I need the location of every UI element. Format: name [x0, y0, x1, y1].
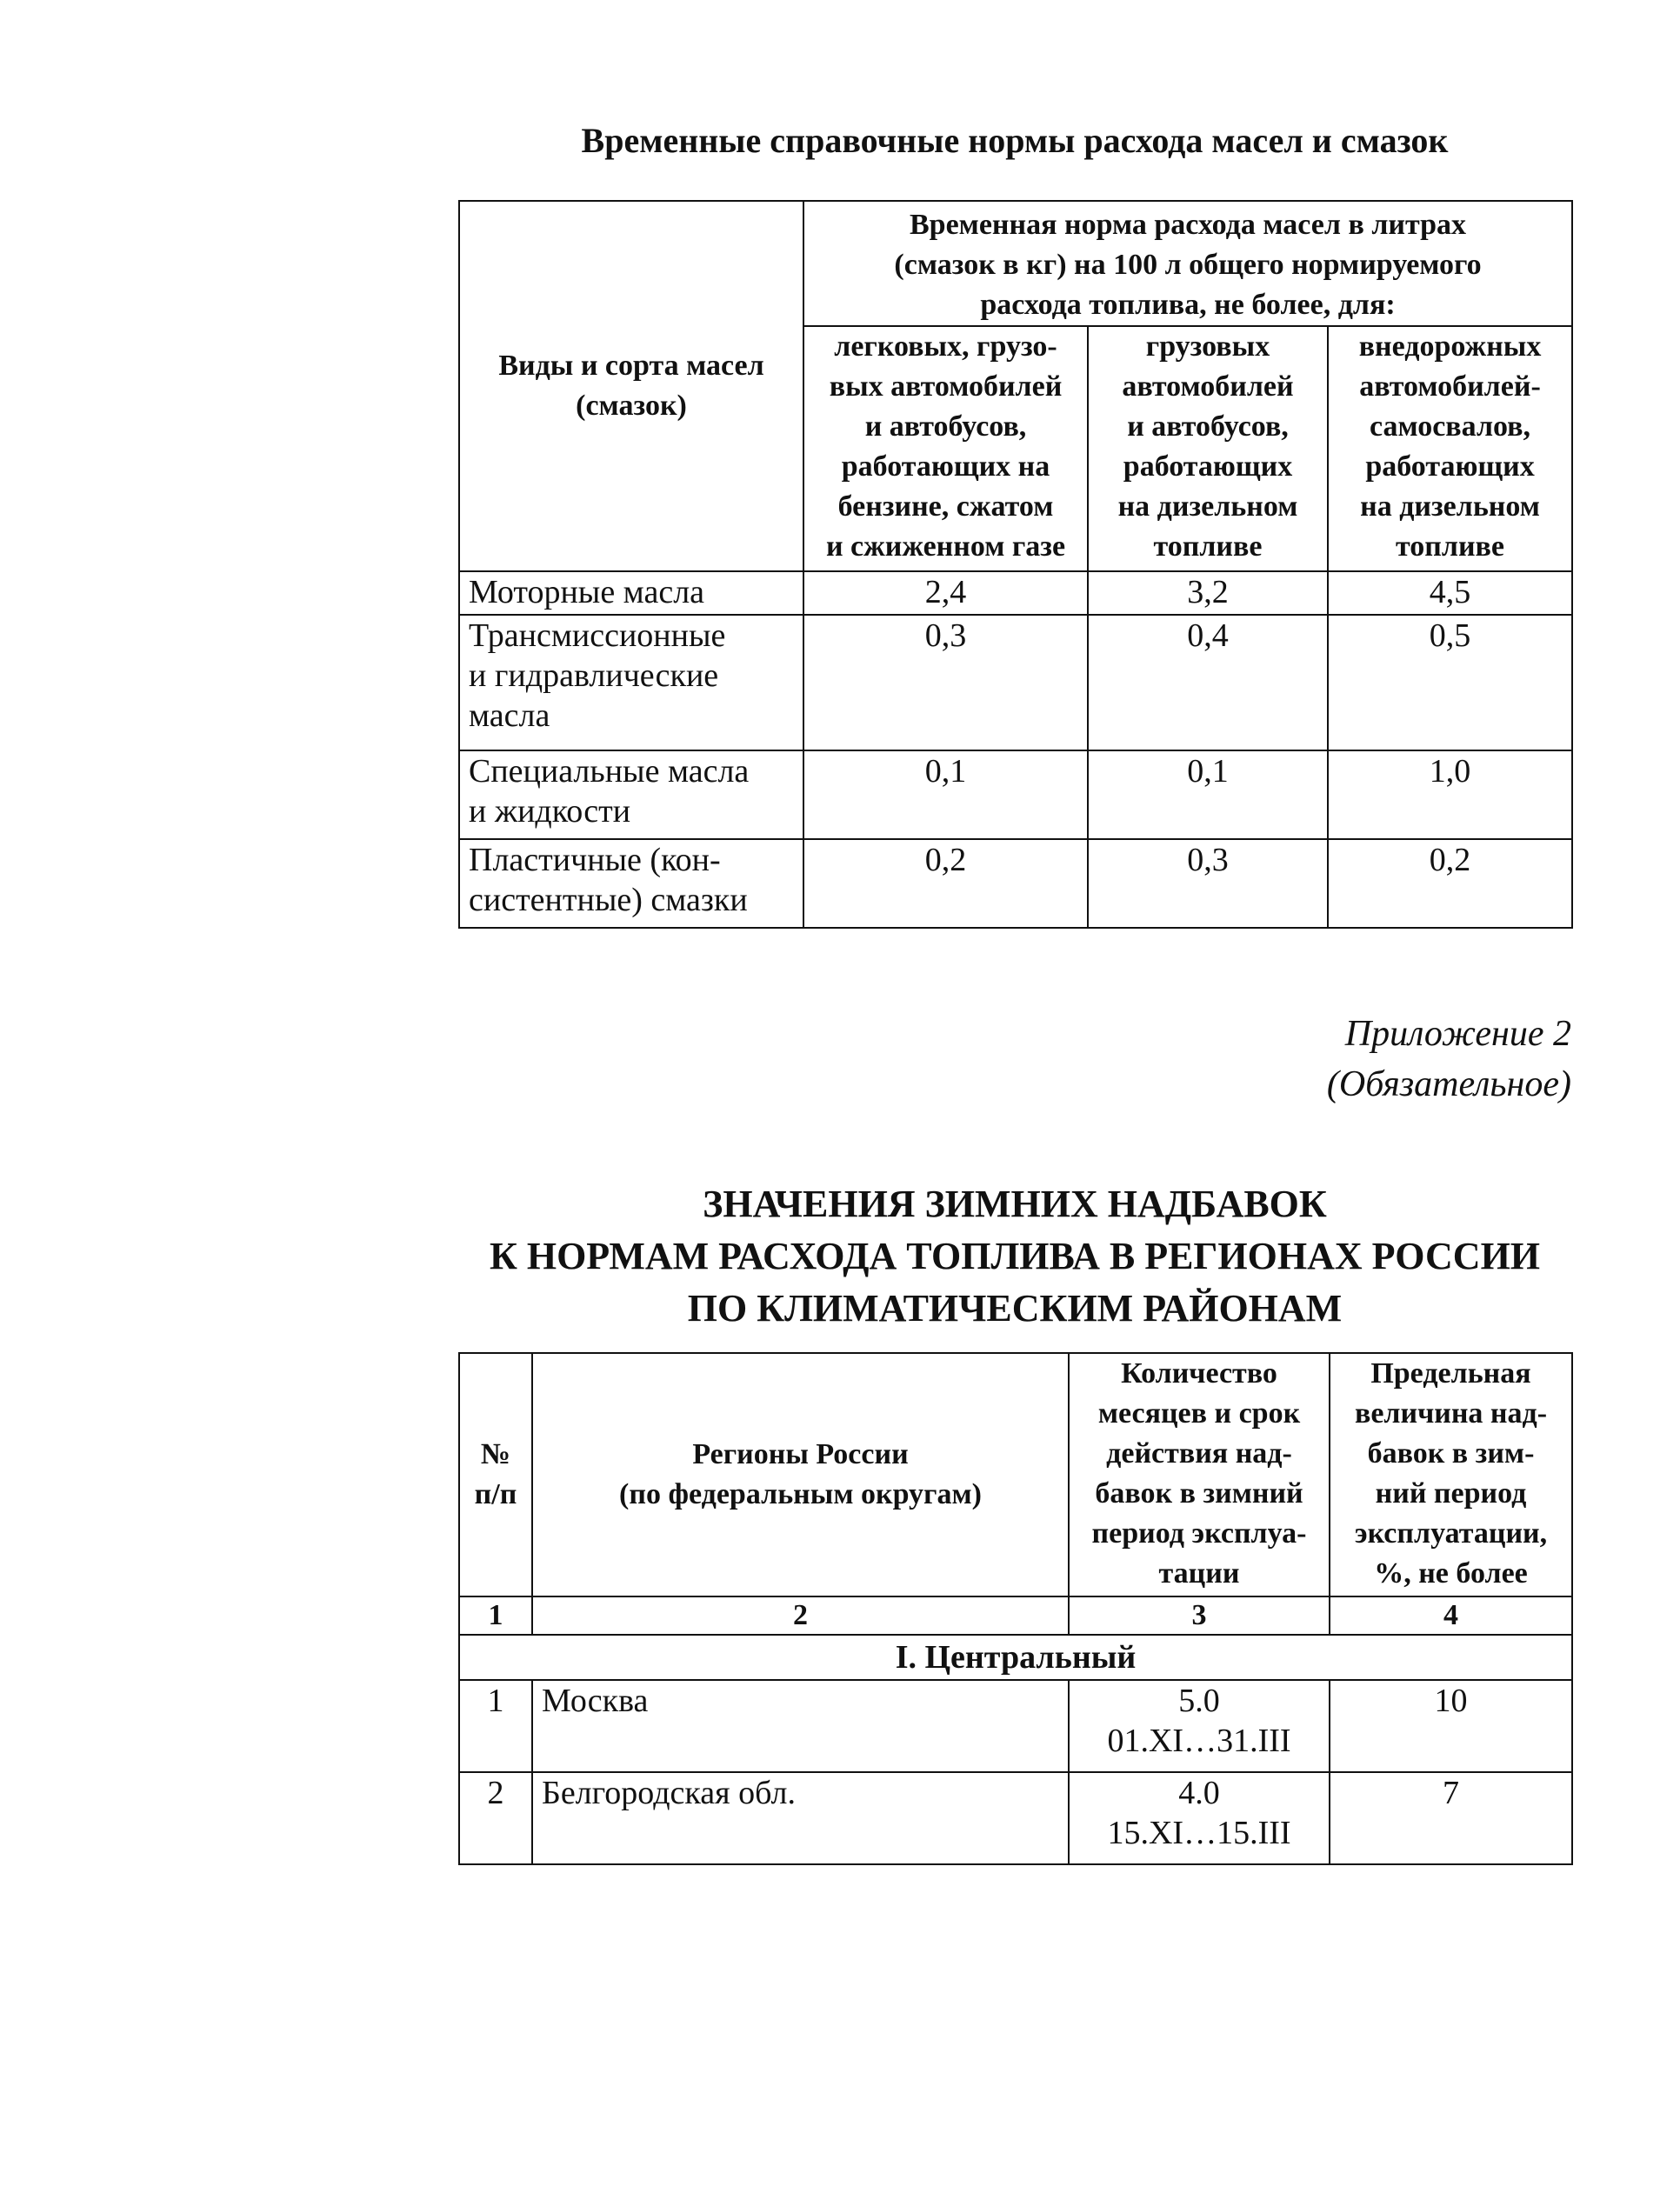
- header-petrol-vehicles: легковых, грузо- вых автомобилей и автобусов, работающих на бензине, сжатом и сжиженном газе: [803, 326, 1088, 571]
- table1-title: Временные справочные нормы расхода масел и смазок: [581, 121, 1449, 160]
- header-max-surcharge: Предельная величина над- бавок в зим- ний период эксплуатации, %, не более: [1330, 1353, 1572, 1596]
- winter-surcharge-table: [458, 1352, 1573, 1865]
- header-number: № п/п: [459, 1353, 532, 1596]
- oil-norms-table: [458, 200, 1573, 929]
- header-norm-group: Временная норма расхода масел в литрах (смазок в кг) на 100 л общего нормируемого расхода топлива, не более, для:: [803, 201, 1572, 326]
- header-regions: Регионы России (по федеральным округам): [532, 1353, 1069, 1596]
- column-numbers-row: 1 2 3 4: [459, 1596, 1572, 1635]
- header-months-period: Количество месяцев и срок действия над- бавок в зимний период эксплуа- тации: [1069, 1353, 1330, 1596]
- table-row: 1 Москва 5.0 01.XI…31.III 10: [459, 1680, 1572, 1772]
- header-oil-type: Виды и сорта масел (смазок): [459, 201, 803, 571]
- header-diesel-vehicles: грузовых автомобилей и автобусов, работающих на дизельном топливе: [1088, 326, 1328, 571]
- district-row: I. Центральный: [459, 1635, 1572, 1680]
- table-row: Пластичные (кон- систентные) смазки 0,2 0,3 0,2: [459, 839, 1572, 928]
- table-row: Трансмиссионные и гидравлические масла 0,3 0,4 0,5: [459, 615, 1572, 750]
- appendix-label: Приложение 2 (Обязательное): [1326, 1014, 1571, 1104]
- table-row: Специальные масла и жидкости 0,1 0,1 1,0: [459, 750, 1572, 839]
- table-row: Моторные масла 2,4 3,2 4,5: [459, 571, 1572, 615]
- table2-title: ЗНАЧЕНИЯ ЗИМНИХ НАДБАВОК К НОРМАМ РАСХОДА ТОПЛИВА В РЕГИОНАХ РОССИИ ПО КЛИМАТИЧЕСКИМ РАЙОНАМ: [489, 1183, 1541, 1330]
- header-offroad-dumpers: внедорожных автомобилей- самосвалов, работающих на дизельном топливе: [1328, 326, 1572, 571]
- table-row: 2 Белгородская обл. 4.0 15.XI…15.III 7: [459, 1772, 1572, 1864]
